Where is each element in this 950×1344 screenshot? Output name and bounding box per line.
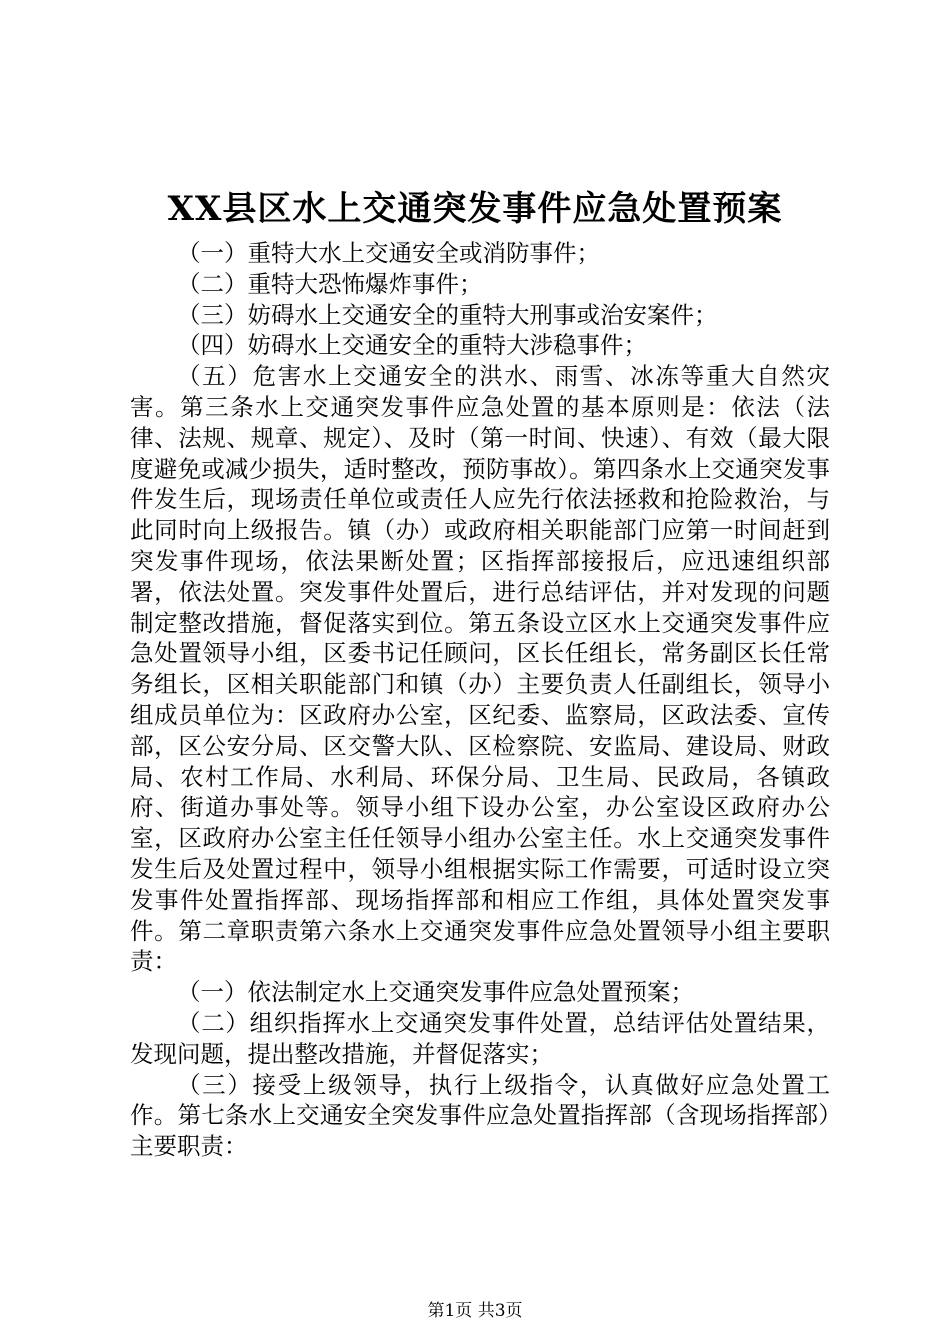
document-title: XX县区水上交通突发事件应急处置预案 <box>167 189 783 229</box>
page-footer: 第1页 共3页 <box>427 1301 523 1321</box>
paragraph: （四）妨碍水上交通安全的重特大涉稳事件； <box>177 331 647 360</box>
paragraph: （三）接受上级领导，执行上级指令，认真做好应急处置工作。第七条水上交通安全突发事件应急处置指挥部（含现场指挥部）主要职责： <box>130 1070 830 1161</box>
paragraph: （三）妨碍水上交通安全的重特大刑事或治安案件； <box>177 300 718 329</box>
document-body <box>130 238 830 1162</box>
paragraph: （二）重特大恐怖爆炸事件； <box>177 269 483 298</box>
paragraph: （一）依法制定水上交通突发事件应急处置预案； <box>177 978 694 1007</box>
paragraph: （二）组织指挥水上交通突发事件处置，总结评估处置结果，发现问题，提出整改措施，并督促落实； <box>130 1008 830 1068</box>
paragraph: （五）危害水上交通安全的洪水、雨雪、冰冻等重大自然灾害。第三条水上交通突发事件应急处置的基本原则是：依法（法律、法规、规章、规定）、及时（第一时间、快速）、有效（最大限度避免或减少损失，适时整改，预防事故）。第四条水上交通突发事件发生后，现场责任单位或责任人应先行依法拯救和抢险救治，与此同时向上级报告。镇（办）或政府相关职能部门应第一时间赶到突发事件现场，依法果断处置；区指挥部接报后，应迅速组织部署，依法处置。突发事件处置后，进行总结评估，并对发现的问题制定整改措施，督促落实到位。第五条设立区水上交通突发事件应急处置领导小组，区委书记任顾问，区长任组长，常务副区长任常务组长，区相关职能部门和镇（办）主要负责人任副组长，领导小组成员单位为：区政府办公室，区纪委、监察局，区政法委、宣传部，区公安分局、区交警大队、区检察院、安监局、建设局、财政局、农村工作局、水利局、环保分局、卫生局、民政局，各镇政府、街道办事处等。领导小组下设办公室，办公室设区政府办公室，区政府办公室主任任领导小组办公室主任。水上交通突发事件发生后及处置过程中，领导小组根据实际工作需要，可适时设立突发事件处置指挥部、现场指挥部和相应工作组，具体处置突发事件。第二章职责第六条水上交通突发事件应急处置领导小组主要职责： <box>130 362 830 976</box>
paragraph: （一）重特大水上交通安全或消防事件； <box>177 239 600 267</box>
